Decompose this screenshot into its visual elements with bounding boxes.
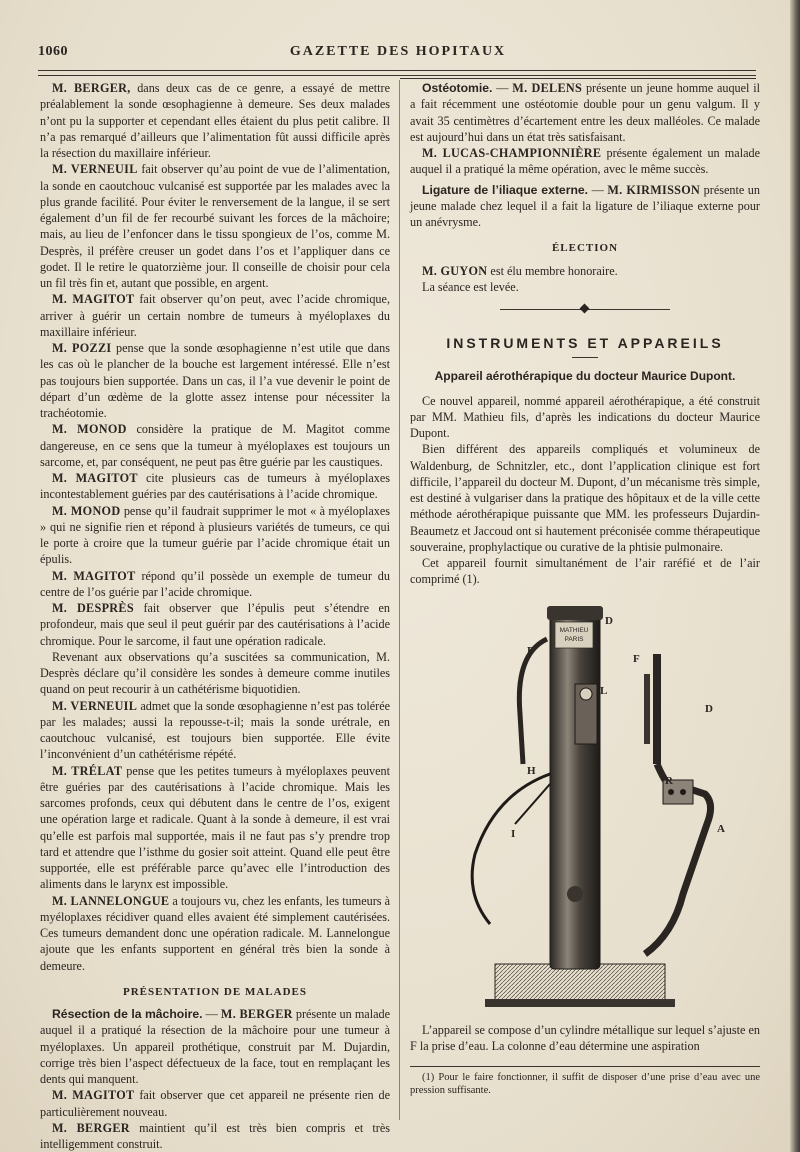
figure-label-l: L xyxy=(600,684,608,697)
paragraph xyxy=(40,161,390,291)
speaker-name: M. BERGER, xyxy=(52,81,131,95)
speaker-name: M. TRÉLAT xyxy=(52,763,123,778)
subsection-title: Résection de la mâchoire. xyxy=(52,1007,203,1021)
speaker-name: M. POZZI xyxy=(52,341,112,355)
article-title: Appareil aérothérapique du docteur Maurice Dupont. xyxy=(434,369,736,384)
section-heading-presentation: PRÉSENTATION DE MALADES xyxy=(123,985,307,998)
paragraph-text: répond qu’il possède un exemple de tumeur du centre de l’os guérie par l’acide chromique. xyxy=(40,568,390,599)
paragraph xyxy=(40,503,390,568)
speaker-name: M. MAGITOT xyxy=(52,292,135,307)
paragraph-text: dans deux cas de ce genre, a essayé de mettre préalablement la sonde œsophagienne à demeure. Ses deux malades n’ont pu la supporter et cependant elles étaient du plus petit calibre. Il n’a pas remarqué d’ailleurs que l’alimentation fût aussi difficile après la résection du maxillaire inférieur. xyxy=(40,81,390,160)
speaker-name: M. LUCAS-CHAMPIONNIÈRE xyxy=(422,146,602,160)
page-number: 1060 xyxy=(38,44,68,59)
paragraph xyxy=(40,80,390,161)
figure-label-h: H xyxy=(527,764,536,777)
figure-label-f2: F xyxy=(633,652,640,665)
footnote: (1) Pour le faire fonctionner, il suffit de disposer d’une prise d’eau avec une pression suffisante. xyxy=(410,1072,760,1096)
paragraph-text: présente un jeune malade chez lequel il a fait la ligature de l’iliaque externe pour un anévrysme. xyxy=(410,182,760,229)
paragraph-text: Ce nouvel appareil, nommé appareil aérothérapique, a été construit par MM. Mathieu fils, d’après les indications du docteur Maurice Dupont. xyxy=(410,393,760,440)
paragraph-text: considère la pratique de M. Magitot comme dangereuse, en ce sens que la tumeur à myéloplaxes est toujours un sarcome, et, par conséquent, ne peut pas être guérie par les caustiques. xyxy=(40,422,391,469)
paragraph xyxy=(40,893,390,974)
speaker-name: M. GUYON xyxy=(422,263,488,278)
dash: — xyxy=(588,182,608,197)
paragraph-text: pense que les petites tumeurs à myéloplaxes peuvent être guéries par des cautérisations à l’acide chromique. Mais les sarcomes profonds, ceux qui débutent dans le centre de l’os, exigent une opération large et radicale. Quant à la sonde à demeure, il est vrai qu’elle est parfois mal supportée, mais il ne faut pas s’y prendre trop tard et attendre que l’isthme du gosier soit atteint. Quand elle peut être supportée, elle est préférable parce qu’avec elle l’introduction des aliments dans le larynx est impossible. xyxy=(40,763,390,892)
speaker-name: M. KIRMISSON xyxy=(607,182,701,197)
paragraph-text: présente un malade auquel il a pratiqué la résection de la mâchoire pour une tumeur à myéloplaxes. Un appareil prothétique, construit par M. Dujardin, corrige très bien l’aspect défectueux de la face, tout en remplaçant les dents qui manquent. xyxy=(40,1007,391,1086)
column-divider xyxy=(399,80,400,1120)
speaker-name: M. BERGER xyxy=(220,1007,293,1021)
figure-label-f: F xyxy=(527,644,534,657)
apparatus-illustration xyxy=(435,594,735,1014)
figure-label-d2: D xyxy=(705,702,713,715)
subsection-title: Ostéotomie. xyxy=(422,81,493,95)
speaker-name: M. VERNEUIL xyxy=(52,698,138,713)
cylinder-city-text: PARIS xyxy=(564,635,584,643)
header-rule xyxy=(38,70,756,76)
ornament-rule xyxy=(410,303,760,315)
paragraph xyxy=(410,80,760,145)
dash: — xyxy=(492,81,513,95)
speaker-name: M. LANNELONGUE xyxy=(52,893,170,908)
paragraph-text: Bien différent des appareils compliqués et volumineux de Waldenburg, de Schnitzler, etc., dont l’application clinique est fort difficile, l’appareil du docteur M. Dupont, d’un mécanisme très simple, est destiné à vulgariser dans la pratique des hôpitaux et de la ville cette méthode aérothérapique puissante que MM. les professeurs Dujardin-Beaumetz et Jaccoud ont si hautement préconisée comme thérapeutique souveraine, prophylactique ou curative de la phtisie pulmonaire. xyxy=(410,442,760,554)
speaker-name: M. BERGER xyxy=(52,1120,130,1135)
footnote-rule xyxy=(410,1066,760,1067)
paragraph xyxy=(410,263,760,279)
paragraph-text: présente également un malade auquel il a pratiqué la même opération, avec le même succès. xyxy=(410,146,760,177)
paragraph-text: fait observer que cet appareil ne présente rien de particulièrement nouveau. xyxy=(40,1088,390,1119)
paragraph-text: cite plusieurs cas de tumeurs à myéloplaxes incontestablement guéries par des cautérisations à l’acide chromique. xyxy=(40,471,390,502)
speaker-name: M. MONOD xyxy=(52,422,127,437)
subsection-title: Ligature de l’iliaque externe. xyxy=(422,182,589,197)
speaker-name: M. DESPRÈS xyxy=(52,601,134,615)
paragraph xyxy=(40,1120,390,1152)
dash: — xyxy=(202,1007,221,1021)
speaker-name: M. MAGITOT xyxy=(52,568,136,583)
speaker-name: M. MONOD xyxy=(52,503,121,518)
paragraph xyxy=(410,393,760,442)
speaker-name: M. DELENS xyxy=(512,81,583,95)
paragraph-text: a toujours vu, chez les enfants, les tumeurs à myéloplaxes récidiver quand elles avaient été simplement cautérisées. Ces tumeurs demandent donc une opération radicale. M. Lannelongue ajoute que les enfants supportent en général très bien la sonde à demeure. xyxy=(40,893,391,973)
figure-label-a: A xyxy=(717,822,725,835)
paragraph-text: fait observer qu’au point de vue de l’alimentation, la sonde en caoutchouc vulcanisé est supportée par les malades avec la plus grande facilité. Pour éviter le renversement de la langue, il se sert également d’un fil de fer recourbé suivant les forces de la mâchoire; mais, au lieu de l’enfoncer dans le tissu spongieux de l’os, comme M. Desprès, il préfère creuser un godet dans l’os et l’appliquer dans ce godet. Il le retire le quatorzième jour. Il conseille de choisir pour cela un fil très fin et, autant que possible, en argent. xyxy=(40,162,390,290)
paragraph-text: fait observer que l’épulis peut s’étendre en profondeur, mais que seul il peut guérir par des cautérisations à l’acide chromique. Pour le sarcome, il faut une opération radicale. xyxy=(40,601,390,648)
section-heading-instruments: INSTRUMENTS ET APPAREILS xyxy=(446,335,724,351)
figure-label-r: R xyxy=(665,774,673,787)
paragraph xyxy=(410,182,760,231)
paragraph-text: Cet appareil fournit simultanément de l’air raréfié et de l’air comprimé (1). xyxy=(410,556,760,587)
speaker-name: M. MAGITOT xyxy=(52,1088,135,1103)
left-column xyxy=(40,80,390,1152)
paragraph xyxy=(40,1006,390,1087)
paragraph xyxy=(410,555,760,588)
page-header xyxy=(38,44,758,64)
paragraph xyxy=(410,441,760,555)
paragraph-text: fait observer qu’on peut, avec l’acide chromique, arriver à guérir un certain nombre de tumeurs à myéloplaxes du maxillaire inférieur. xyxy=(40,292,390,339)
section-heading-election: ÉLECTION xyxy=(551,242,619,255)
paragraph-text: pense que la sonde œsophagienne n’est utile que dans les cas où le plancher de la bouche est largement intéressé. Elle n’est pas toujours bien supportée. Dans un cas, il l’a vue devenir le point de départ d’un œdème de la glotte assez intense pour nécessiter la trachéotomie. xyxy=(40,341,390,420)
paragraph-text: maintient qu’il est très bien compris et très intelligemment construit. xyxy=(40,1120,391,1151)
paragraph xyxy=(40,1087,390,1120)
paragraph xyxy=(40,600,390,649)
paragraph-text: présente un jeune homme auquel il a fait récemment une ostéotomie double pour un genu valgum. Il y avait 35 centimètres d’écartement entre les deux malléoles. Ce malade est aujourd’hui dans un état très satisfaisant. xyxy=(410,81,761,144)
paragraph xyxy=(410,145,760,178)
running-title: GAZETTE DES HOPITAUX xyxy=(289,44,507,59)
paragraph-text: est élu membre honoraire. xyxy=(490,263,618,278)
figure-label-i: I xyxy=(511,827,516,840)
speaker-name: M. VERNEUIL xyxy=(52,162,138,177)
page-binding-edge xyxy=(790,0,800,1152)
right-column xyxy=(410,80,760,1097)
cylinder-maker-text: MATHIEU xyxy=(559,626,589,634)
header-rule-secondary xyxy=(400,78,756,79)
paragraph-text: pense qu’il faudrait supprimer le mot « à myéloplaxes » qui ne signifie rien et répond à plusieurs variétés de tumeurs, ce qui le porte à croire que la tumeur guérie par l’acide chromique était un épulis. xyxy=(40,503,391,567)
paragraph xyxy=(410,1022,760,1055)
paragraph xyxy=(40,763,390,893)
short-rule xyxy=(572,357,598,358)
paragraph xyxy=(40,698,390,763)
apparatus-drawing xyxy=(435,594,735,1014)
figure-label-d: D xyxy=(605,614,613,627)
paragraph xyxy=(410,279,760,295)
paragraph-text: L’appareil se compose d’un cylindre métallique sur lequel s’ajuste en F la prise d’eau. La colonne d’eau détermine une aspiration xyxy=(410,1022,760,1053)
paragraph xyxy=(40,470,390,503)
paragraph xyxy=(40,340,390,421)
paragraph-text: Revenant aux observations qu’a suscitées sa communication, M. Desprès déclare qu’il considère les sondes à demeure comme inutiles quand on peut recourir à un cathétérisme biquotidien. xyxy=(40,649,390,697)
paragraph xyxy=(40,291,390,340)
paragraph-text: La séance est levée. xyxy=(422,279,519,294)
speaker-name: M. MAGITOT xyxy=(52,471,138,485)
paragraph xyxy=(40,421,390,470)
paragraph xyxy=(40,568,390,601)
paragraph xyxy=(40,649,390,698)
paragraph-text: admet que la sonde œsophagienne n’est pas tolérée par les malades; aussi la repousse-t-il; mais la sonde urétrale, en caoutchouc vulcanisé, est toujours bien supportée. Elle évite l’inconvénient d’un cathétérisme répété. xyxy=(40,698,391,762)
